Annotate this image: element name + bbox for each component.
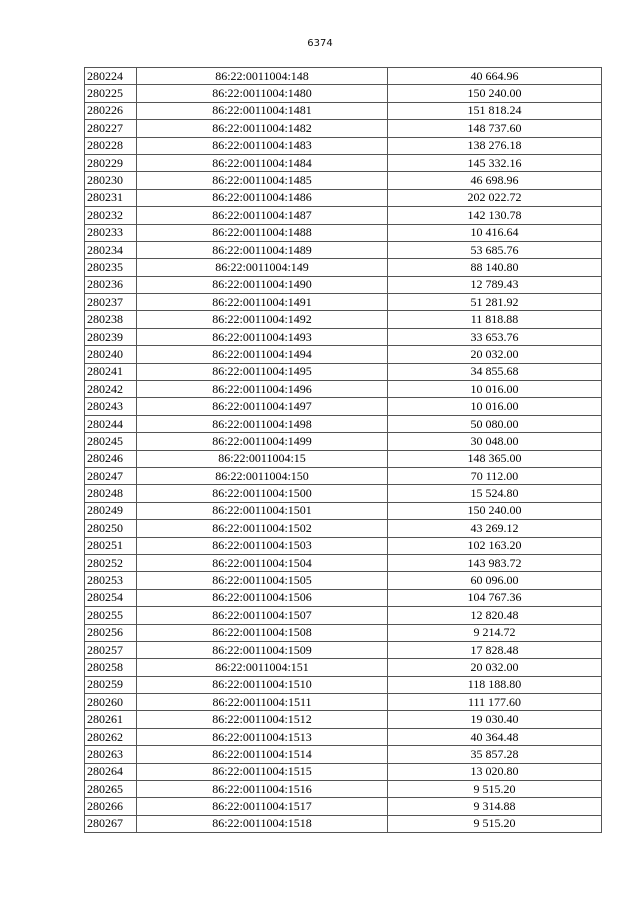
- table-row: [85, 502, 602, 519]
- table-row: [85, 450, 602, 467]
- row-number-cell: 280233: [85, 224, 137, 241]
- table-row: [85, 763, 602, 780]
- value-cell: 102 163.20: [388, 537, 602, 554]
- table-row: [85, 381, 602, 398]
- table-body: [85, 68, 602, 833]
- cadastral-number-cell: 86:22:0011004:1506: [137, 589, 388, 606]
- table-row: [85, 781, 602, 798]
- row-number-cell: 280265: [85, 781, 137, 798]
- cadastral-number-cell: 86:22:0011004:1488: [137, 224, 388, 241]
- cadastral-number-cell: 86:22:0011004:1487: [137, 207, 388, 224]
- row-number-cell: 280238: [85, 311, 137, 328]
- table-row: [85, 694, 602, 711]
- cadastral-number-cell: 86:22:0011004:1500: [137, 485, 388, 502]
- value-cell: 142 130.78: [388, 207, 602, 224]
- row-number-cell: 280262: [85, 728, 137, 745]
- table-row: [85, 276, 602, 293]
- table-row: [85, 572, 602, 589]
- row-number-cell: 280252: [85, 554, 137, 571]
- value-cell: 40 664.96: [388, 68, 602, 85]
- row-number-cell: 280248: [85, 485, 137, 502]
- row-number-cell: 280263: [85, 746, 137, 763]
- cadastral-number-cell: 86:22:0011004:1499: [137, 433, 388, 450]
- value-cell: 148 737.60: [388, 120, 602, 137]
- table-row: [85, 520, 602, 537]
- table-row: [85, 68, 602, 85]
- table-row: [85, 641, 602, 658]
- value-cell: 145 332.16: [388, 154, 602, 171]
- value-cell: 60 096.00: [388, 572, 602, 589]
- value-cell: 151 818.24: [388, 102, 602, 119]
- table-row: [85, 589, 602, 606]
- value-cell: 15 524.80: [388, 485, 602, 502]
- row-number-cell: 280232: [85, 207, 137, 224]
- cadastral-number-cell: 86:22:0011004:1515: [137, 763, 388, 780]
- row-number-cell: 280255: [85, 607, 137, 624]
- value-cell: 143 983.72: [388, 554, 602, 571]
- row-number-cell: 280228: [85, 137, 137, 154]
- row-number-cell: 280226: [85, 102, 137, 119]
- cadastral-number-cell: 86:22:0011004:1517: [137, 798, 388, 815]
- cadastral-number-cell: 86:22:0011004:1482: [137, 120, 388, 137]
- cadastral-number-cell: 86:22:0011004:1508: [137, 624, 388, 641]
- table-row: [85, 224, 602, 241]
- value-cell: 70 112.00: [388, 467, 602, 484]
- table-row: [85, 311, 602, 328]
- cadastral-number-cell: 86:22:0011004:1501: [137, 502, 388, 519]
- value-cell: 53 685.76: [388, 241, 602, 258]
- value-cell: 150 240.00: [388, 85, 602, 102]
- table-row: [85, 189, 602, 206]
- row-number-cell: 280243: [85, 398, 137, 415]
- row-number-cell: 280239: [85, 328, 137, 345]
- table-row: [85, 154, 602, 171]
- table-row: [85, 120, 602, 137]
- cadastral-number-cell: 86:22:0011004:1511: [137, 694, 388, 711]
- cadastral-number-cell: 86:22:0011004:1490: [137, 276, 388, 293]
- cadastral-number-cell: 86:22:0011004:1505: [137, 572, 388, 589]
- table-row: [85, 815, 602, 832]
- cadastral-number-cell: 86:22:0011004:1512: [137, 711, 388, 728]
- cadastral-number-cell: 86:22:0011004:1510: [137, 676, 388, 693]
- value-cell: 118 188.80: [388, 676, 602, 693]
- cadastral-number-cell: 86:22:0011004:1507: [137, 607, 388, 624]
- table-row: [85, 328, 602, 345]
- value-cell: 33 653.76: [388, 328, 602, 345]
- row-number-cell: 280245: [85, 433, 137, 450]
- value-cell: 10 016.00: [388, 398, 602, 415]
- page-number: 6374: [307, 38, 333, 49]
- cadastral-number-cell: 86:22:0011004:1498: [137, 415, 388, 432]
- value-cell: 111 177.60: [388, 694, 602, 711]
- cadastral-number-cell: 86:22:0011004:1485: [137, 172, 388, 189]
- cadastral-number-cell: 86:22:0011004:150: [137, 467, 388, 484]
- value-cell: 20 032.00: [388, 659, 602, 676]
- value-cell: 9 515.20: [388, 781, 602, 798]
- row-number-cell: 280254: [85, 589, 137, 606]
- cadastral-number-cell: 86:22:0011004:1496: [137, 381, 388, 398]
- table-row: [85, 259, 602, 276]
- value-cell: 138 276.18: [388, 137, 602, 154]
- cadastral-number-cell: 86:22:0011004:1493: [137, 328, 388, 345]
- value-cell: 43 269.12: [388, 520, 602, 537]
- row-number-cell: 280261: [85, 711, 137, 728]
- row-number-cell: 280242: [85, 381, 137, 398]
- table-row: [85, 433, 602, 450]
- table-row: [85, 207, 602, 224]
- cadastral-number-cell: 86:22:0011004:1504: [137, 554, 388, 571]
- cadastral-value-table: [84, 67, 602, 833]
- cadastral-number-cell: 86:22:0011004:1514: [137, 746, 388, 763]
- row-number-cell: 280241: [85, 363, 137, 380]
- row-number-cell: 280264: [85, 763, 137, 780]
- table-row: [85, 537, 602, 554]
- value-cell: 148 365.00: [388, 450, 602, 467]
- cadastral-number-cell: 86:22:0011004:1503: [137, 537, 388, 554]
- value-cell: 9 214.72: [388, 624, 602, 641]
- table-row: [85, 294, 602, 311]
- table-row: [85, 398, 602, 415]
- value-cell: 46 698.96: [388, 172, 602, 189]
- value-cell: 11 818.88: [388, 311, 602, 328]
- cadastral-number-cell: 86:22:0011004:1495: [137, 363, 388, 380]
- value-cell: 19 030.40: [388, 711, 602, 728]
- value-cell: 12 789.43: [388, 276, 602, 293]
- cadastral-number-cell: 86:22:0011004:1491: [137, 294, 388, 311]
- cadastral-number-cell: 86:22:0011004:1518: [137, 815, 388, 832]
- row-number-cell: 280240: [85, 346, 137, 363]
- value-cell: 51 281.92: [388, 294, 602, 311]
- row-number-cell: 280224: [85, 68, 137, 85]
- cadastral-number-cell: 86:22:0011004:1513: [137, 728, 388, 745]
- row-number-cell: 280258: [85, 659, 137, 676]
- cadastral-number-cell: 86:22:0011004:1497: [137, 398, 388, 415]
- value-cell: 40 364.48: [388, 728, 602, 745]
- value-cell: 9 515.20: [388, 815, 602, 832]
- value-cell: 202 022.72: [388, 189, 602, 206]
- row-number-cell: 280267: [85, 815, 137, 832]
- row-number-cell: 280225: [85, 85, 137, 102]
- table-row: [85, 467, 602, 484]
- row-number-cell: 280234: [85, 241, 137, 258]
- table-row: [85, 554, 602, 571]
- value-cell: 34 855.68: [388, 363, 602, 380]
- cadastral-number-cell: 86:22:0011004:1480: [137, 85, 388, 102]
- table-row: [85, 624, 602, 641]
- value-cell: 12 820.48: [388, 607, 602, 624]
- value-cell: 13 020.80: [388, 763, 602, 780]
- row-number-cell: 280246: [85, 450, 137, 467]
- table-row: [85, 746, 602, 763]
- cadastral-number-cell: 86:22:0011004:1494: [137, 346, 388, 363]
- cadastral-number-cell: 86:22:0011004:1509: [137, 641, 388, 658]
- row-number-cell: 280253: [85, 572, 137, 589]
- value-cell: 50 080.00: [388, 415, 602, 432]
- row-number-cell: 280257: [85, 641, 137, 658]
- value-cell: 30 048.00: [388, 433, 602, 450]
- row-number-cell: 280231: [85, 189, 137, 206]
- value-cell: 35 857.28: [388, 746, 602, 763]
- table-row: [85, 363, 602, 380]
- table-row: [85, 676, 602, 693]
- row-number-cell: 280247: [85, 467, 137, 484]
- table-row: [85, 798, 602, 815]
- row-number-cell: 280227: [85, 120, 137, 137]
- cadastral-number-cell: 86:22:0011004:1502: [137, 520, 388, 537]
- table-row: [85, 711, 602, 728]
- table-row: [85, 172, 602, 189]
- value-cell: 10 016.00: [388, 381, 602, 398]
- row-number-cell: 280256: [85, 624, 137, 641]
- cadastral-number-cell: 86:22:0011004:151: [137, 659, 388, 676]
- row-number-cell: 280235: [85, 259, 137, 276]
- value-cell: 10 416.64: [388, 224, 602, 241]
- value-cell: 9 314.88: [388, 798, 602, 815]
- table-row: [85, 241, 602, 258]
- cadastral-number-cell: 86:22:0011004:1516: [137, 781, 388, 798]
- cadastral-number-cell: 86:22:0011004:1486: [137, 189, 388, 206]
- value-cell: 104 767.36: [388, 589, 602, 606]
- row-number-cell: 280229: [85, 154, 137, 171]
- row-number-cell: 280236: [85, 276, 137, 293]
- row-number-cell: 280251: [85, 537, 137, 554]
- row-number-cell: 280230: [85, 172, 137, 189]
- row-number-cell: 280259: [85, 676, 137, 693]
- cadastral-number-cell: 86:22:0011004:1481: [137, 102, 388, 119]
- row-number-cell: 280244: [85, 415, 137, 432]
- value-cell: 150 240.00: [388, 502, 602, 519]
- value-cell: 17 828.48: [388, 641, 602, 658]
- table-row: [85, 659, 602, 676]
- table-row: [85, 607, 602, 624]
- cadastral-number-cell: 86:22:0011004:1484: [137, 154, 388, 171]
- row-number-cell: 280266: [85, 798, 137, 815]
- table-row: [85, 102, 602, 119]
- row-number-cell: 280237: [85, 294, 137, 311]
- cadastral-number-cell: 86:22:0011004:15: [137, 450, 388, 467]
- cadastral-number-cell: 86:22:0011004:1489: [137, 241, 388, 258]
- table-row: [85, 346, 602, 363]
- table-row: [85, 85, 602, 102]
- value-cell: 20 032.00: [388, 346, 602, 363]
- row-number-cell: 280260: [85, 694, 137, 711]
- row-number-cell: 280249: [85, 502, 137, 519]
- cadastral-number-cell: 86:22:0011004:148: [137, 68, 388, 85]
- table-row: [85, 415, 602, 432]
- row-number-cell: 280250: [85, 520, 137, 537]
- table-row: [85, 137, 602, 154]
- value-cell: 88 140.80: [388, 259, 602, 276]
- table-row: [85, 485, 602, 502]
- cadastral-number-cell: 86:22:0011004:1492: [137, 311, 388, 328]
- cadastral-number-cell: 86:22:0011004:149: [137, 259, 388, 276]
- table-row: [85, 728, 602, 745]
- cadastral-number-cell: 86:22:0011004:1483: [137, 137, 388, 154]
